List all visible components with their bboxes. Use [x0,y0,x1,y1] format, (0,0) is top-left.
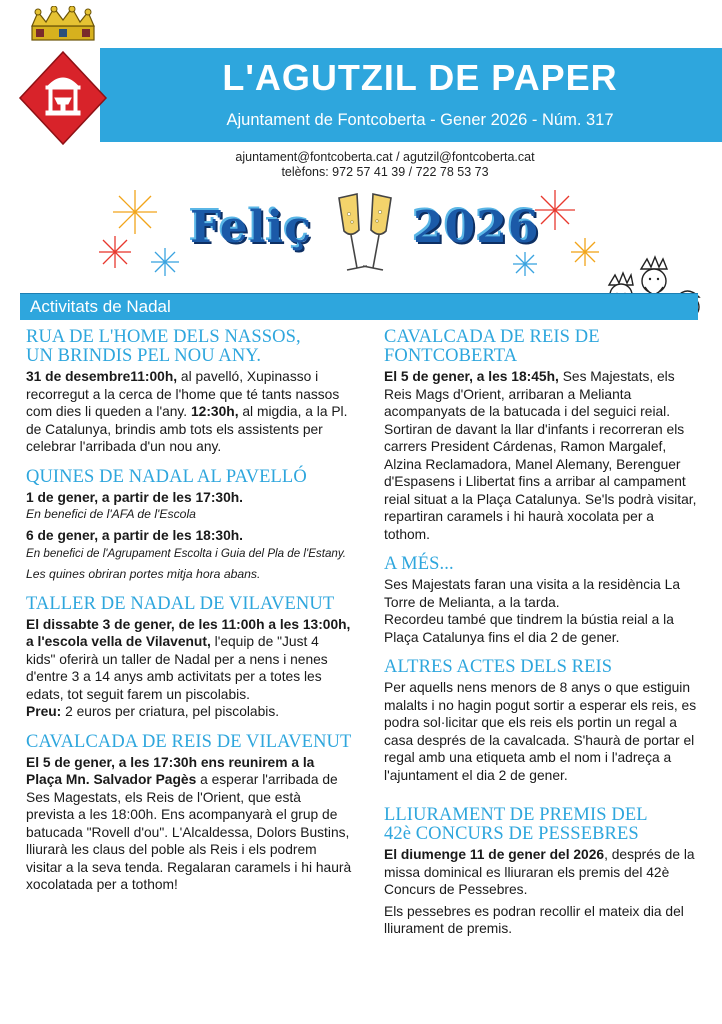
article-headline [384,806,702,844]
contact-email: ajuntament@fontcoberta.cat / agutzil@fontcoberta.cat [235,150,535,164]
event-date: 1 de gener, a partir de les 17:30h. [26,489,244,505]
event-note: Les quines obriran portes mitja hora abans. [26,566,261,581]
date-time: 31 de desembre11:00h, [26,369,178,384]
greeting-word: Feliç [190,202,313,253]
article-body: Ses Majestats faran una visita a la residència La Torre de Melianta, a la tarda. [384,577,681,610]
article-body [26,616,352,704]
masthead-subtitle: Ajuntament de Fontcoberta - Gener 2026 - Núm. 317 [226,111,614,129]
headline-line: CAVALCADA DE REIS DE [384,327,600,347]
body-text: , després de la missa dominical es lliuraran els premis del 42è Concurs de Pessebres. [384,847,695,897]
section-bar [20,293,698,320]
right-column [384,328,702,950]
article-headline: ALTRES ACTES DELS REIS [384,657,613,677]
date-time: El dissabte 3 de gener, de les 11:00h a les 13:00h, a l'escola vella de Vilavenut, [26,616,351,649]
date: El diumenge 11 de gener del 2026 [384,847,605,862]
price-text: 2 euros per criatura, pel piscolabis. [61,704,280,719]
left-column [26,328,352,906]
event-note: l'Agrupament Escolta i Guia del Pla de l'Estany. [99,546,347,560]
headline-line: LLIURAMENT DE PREMIS DEL [384,805,648,825]
article-body [26,368,352,456]
municipal-crest-icon [18,6,108,146]
greeting-year: 2026 [413,202,540,253]
article-body: Per aquells nens menors de 8 anys o que estiguin malalts i no hagin pogut sortir a esperar els reis, es podra sol·licitar que els reis els portin un regal a casa després de la cavalcada. S'haurà de portar el regal amb una etiqueta amb el nom i l'adreça a l'ajuntament el dia 2 de gener. [384,680,697,783]
article-taller [26,595,352,721]
headline-line: 42è CONCURS DE PESSEBRES [384,824,639,844]
article-body: Recordeu també que tindrem la bústia reial a la Plaça Catalunya fins el dia 2 de gener. [384,612,674,645]
article-a-mes [384,555,702,646]
headline-line: UN BRINDIS PEL NOU ANY. [26,346,262,366]
article-headline: CAVALCADA DE REIS DE VILAVENUT [26,731,352,752]
article-body [384,846,702,899]
event-date: 6 de gener, a partir de les 18:30h. [26,528,244,543]
article-body [26,489,352,583]
contact-info [150,150,620,180]
body-text: al pavelló, Xupinasso i recorregut a la cerca de l'home que té tants nassos com dies li queden a l'any. [26,369,340,419]
contact-phone: telèfons: 972 57 41 39 / 722 78 53 73 [281,165,489,179]
body-text: Ses Majestats, els Reis Mags d'Orient, arribaran a Melianta acompanyats de la batucada i del seguici reial. Sortiran de davant la llar d'infants i recorreran els carrers President Cárdenas, Ramon Margalef, Alzina Reclamadora, Manel Alemany, Berenguer d'Espasens i Llibertat fins a arribar al campament reial situat a la Plaça Catalunya. Se'ls podrà visitar, repartiran caramels i hi haurà xocolata per a tothom. [384,369,697,542]
crown-icon [32,6,94,40]
time: 12:30h, [190,404,239,419]
event-note: En benefici de l'AFA de l'Escola [26,507,196,521]
champagne-glasses-icon [327,188,403,284]
article-body [26,754,352,894]
date-time: El 5 de gener, a les 17:30h ens reunirem a la Plaça Mn. Salvador Pagès [26,754,315,787]
date-time: El 5 de gener, a les 18:45h, [384,369,559,384]
event-note: En benefici de [26,546,100,560]
header-banner [100,48,722,142]
article-body [384,368,702,543]
article-headline [26,328,352,366]
price-label: Preu: [26,704,62,719]
article-cavalcada-fontcoberta [384,328,702,543]
article-quines [26,468,352,583]
article-cavalcada-vilavenut [26,733,352,894]
article-body: Els pessebres es podran recollir el mateix dia del lliurament de premis. [384,903,684,936]
body-text: a esperar l'arribada de Ses Magestats, els Reis de l'Orient, que està prevista a les 18:00h. Ens acompanyarà el grup de batucada "Rovell d'ou". L'Alcaldessa, Dolors Bustins, lliurarà les claus del poble als Reis i els podrem visitar a la seva tenda. Regalaran caramels i hi haurà xocolatada per a tothom! [26,772,352,892]
masthead-title: L'AGUTZIL DE PAPER [222,57,618,98]
headline-line: FONTCOBERTA [384,346,518,366]
body-text: al migdia, a la Pl. de Catalunya, brindis amb tots els assistents per celebrar l'arribada d'un nou any. [26,404,348,454]
headline-line: RUA DE L'HOME DELS NASSOS, [26,327,301,347]
body-text: l'equip de "Just 4 kids" oferirà un taller de Nadal per a nens i nenes d'entre 3 a 14 anys amb activitats per a totes les edats, tot seguit farem un piscolabis. [26,634,328,702]
article-premis [384,806,702,938]
article-headline: QUINES DE NADAL AL PAVELLÓ [26,466,307,487]
article-headline [384,328,702,366]
article-headline: A MÉS... [384,554,454,574]
section-title: Activitats de Nadal [30,297,171,316]
new-year-greeting [95,182,605,292]
article-altres-actes [384,658,702,784]
article-home-nassos [26,328,352,456]
article-headline: TALLER DE NADAL DE VILAVENUT [26,593,335,614]
price-line [26,703,352,721]
